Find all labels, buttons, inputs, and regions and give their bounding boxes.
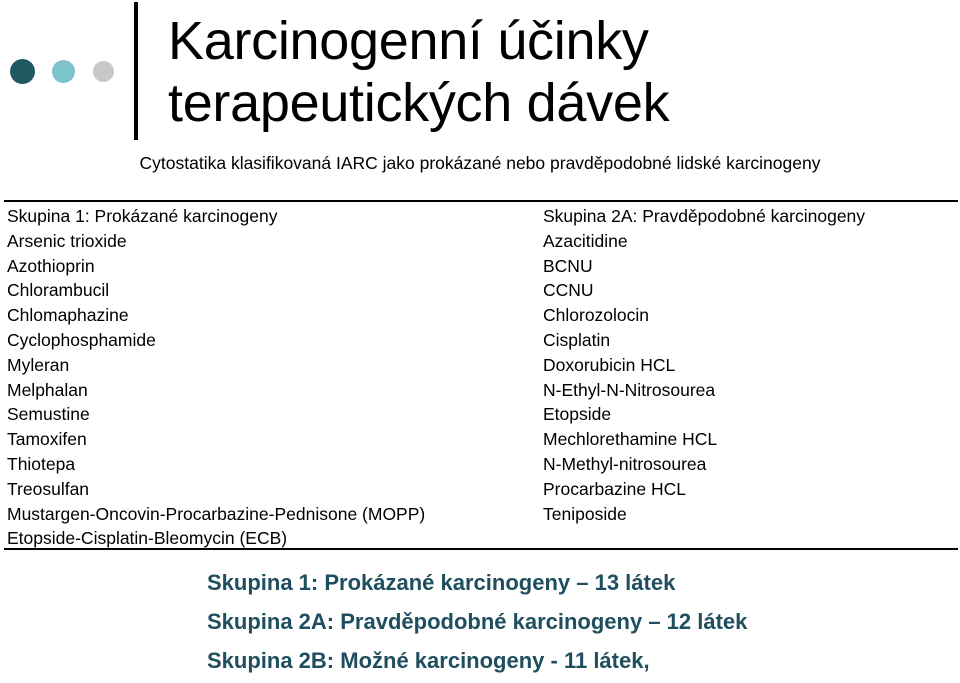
group-1-heading: Skupina 1: Prokázané karcinogeny: [7, 206, 278, 226]
group-1-item: Myleran: [7, 354, 70, 375]
group-2a-item: Teniposide: [543, 503, 627, 524]
summary-group-1: Skupina 1: Prokázané karcinogeny – 13 látek: [207, 570, 676, 595]
group-2a-item: Mechlorethamine HCL: [543, 429, 718, 450]
group-1-item: Melphalan: [7, 379, 88, 400]
summary-list: [207, 566, 747, 683]
group-1-item: Semustine: [7, 404, 90, 425]
group-2a-item: Cisplatin: [543, 329, 611, 350]
table-top-rule: [4, 200, 958, 202]
group-1-item: Chlorambucil: [7, 280, 110, 301]
group-1-item: Arsenic trioxide: [7, 230, 127, 251]
group-2a-item: BCNU: [543, 255, 593, 276]
group-2a-item: CCNU: [543, 280, 594, 301]
group-1-item: Mustargen-Oncovin-Procarbazine-Pednisone (MOPP): [7, 503, 426, 524]
group-2a-item: Etopside: [543, 404, 612, 425]
table-bottom-rule: [4, 548, 958, 550]
group-1-item: Treosulfan: [7, 478, 90, 499]
slide-title-line-1: Karcinogenní účinky: [168, 11, 649, 71]
group-1-item: Azothioprin: [7, 255, 95, 276]
group-1-item: Etopside-Cisplatin-Bleomycin (ECB): [7, 528, 288, 549]
decorative-dots: [10, 59, 120, 85]
group-1-item: Tamoxifen: [7, 429, 87, 450]
group-1-item: Chlomaphazine: [7, 305, 129, 326]
group-1-column: [7, 204, 425, 551]
group-2a-item: N-Methyl-nitrosourea: [543, 453, 707, 474]
group-1-item: Cyclophosphamide: [7, 329, 156, 350]
group-2a-item: Chlorozolocin: [543, 305, 650, 326]
group-2a-item: Azacitidine: [543, 230, 628, 251]
group-2a-heading: Skupina 2A: Pravděpodobné karcinogeny: [543, 206, 866, 226]
dot-light-teal: [52, 60, 75, 83]
title-accent-bar: [134, 2, 138, 140]
group-2a-item: Doxorubicin HCL: [543, 354, 676, 375]
summary-group-2b: Skupina 2B: Možné karcinogeny - 11 látek,: [207, 648, 650, 673]
slide-title-line-2: terapeutických dávek: [168, 73, 670, 133]
dot-gray: [93, 61, 114, 82]
group-2a-item: N-Ethyl-N-Nitrosourea: [543, 379, 716, 400]
slide-title: [168, 10, 669, 134]
group-2a-column: [543, 204, 865, 526]
slide-subtitle: Cytostatika klasifikovaná IARC jako prokázané nebo pravděpodobné lidské karcinogeny: [139, 153, 821, 173]
group-1-item: Thiotepa: [7, 453, 76, 474]
dot-dark-teal: [10, 59, 35, 84]
group-2a-item: Procarbazine HCL: [543, 478, 686, 499]
summary-group-2a: Skupina 2A: Pravděpodobné karcinogeny – 12 látek: [207, 609, 748, 634]
